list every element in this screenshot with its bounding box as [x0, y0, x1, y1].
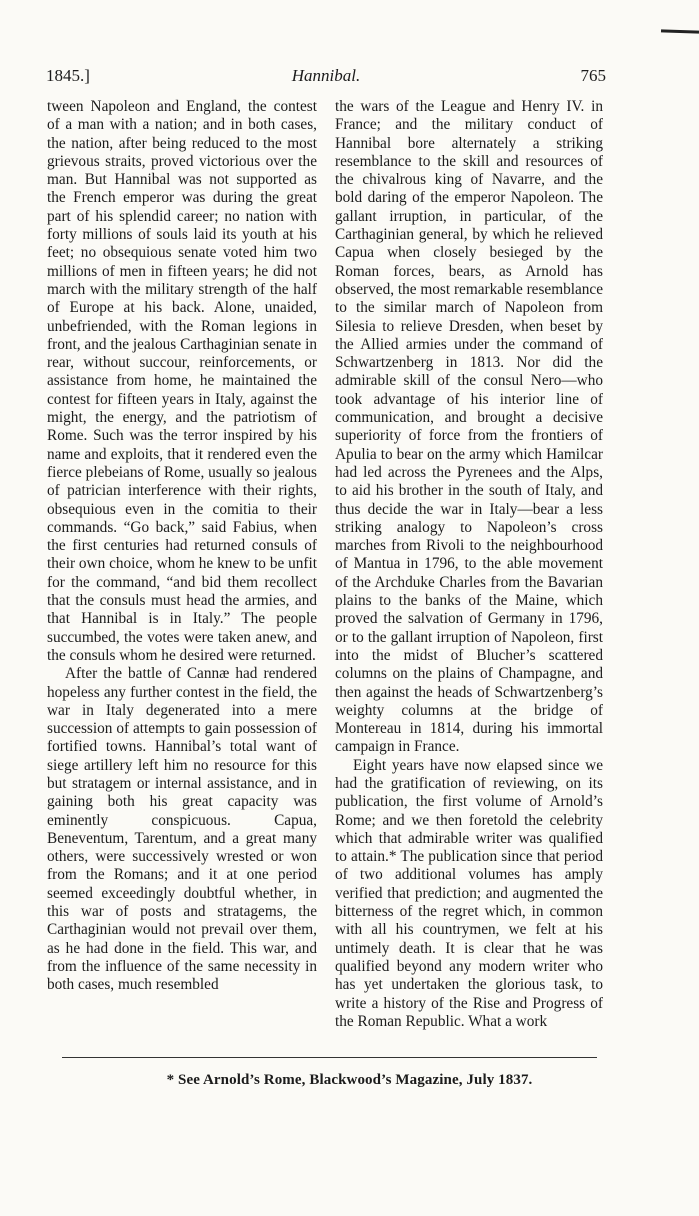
- right-paragraph-1: the wars of the League and Henry IV. in France; and the military conduct of Hannibal bore alternately a striking resemblance to the skill and resources of the chivalrous king of Navarre, and the bold daring of the emperor Napoleon. The gallant irruption, in particular, of the Carthaginian general, by which he relieved Capua when closely besieged by the Roman forces, bears, as Arnold has observed, the most remarkable resemblance to the similar march of Napoleon from Silesia to relieve Dresden, when beset by the Allied armies under the command of Schwartzenberg in 1813. Nor did the admirable skill of the consul Nero—who took advantage of his interior line of communication, and brought a decisive superiority of force from the frontiers of Apulia to bear on the army which Hamilcar had led across the Pyrenees and the Alps, to aid his brother in the south of Italy, and thus decide the war in Italy—bear a less striking analogy to Napoleon’s cross marches from Rivoli to the neighbourhood of Mantua in 1796, to the able movement of the Archduke Charles from the Bavarian plains to the banks of the Maine, which proved the salvation of Germany in 1796, or to the gallant irruption of Napoleon, first into the midst of Blucher’s scattered columns on the plains of Champagne, and then against the heads of Schwartzenberg’s weighty columns at the bridge of Montereau in 1814, during his immortal campaign in France.: [335, 98, 604, 756]
- page-number: 765: [580, 66, 606, 85]
- margin-ink-mark: [661, 29, 699, 33]
- right-column: [335, 98, 603, 1031]
- footnote: * See Arnold’s Rome, Blackwood’s Magazine, July 1837.: [166, 1072, 533, 1088]
- left-column: [47, 98, 317, 995]
- header-year: 1845.]: [46, 66, 90, 85]
- running-header: [46, 66, 606, 90]
- left-paragraph-2: After the battle of Cannæ had rendered hopeless any further contest in the field, the war in Italy degenerated into a mere succession of attempts to gain possession of fortified towns. Hannibal’s total want of siege artillery left him no resource for this but stratagem or internal assistance, and in gaining both his great capacity was eminently conspicuous. Capua, Beneventum, Tarentum, and a great many others, were successively wrested or won from the Romans; and it at one period seemed exceedingly doubtful whether, in this war of posts and stratagems, the Carthaginian would not prevail over them, as he had done in the field. This war, and from the influence of the same necessity in both cases, much resembled: [47, 665, 317, 994]
- header-title: Hannibal.: [291, 66, 361, 85]
- left-paragraph-1: tween Napoleon and England, the contest of a man with a nation; and in both cases, the nation, after being reduced to the most grievous straits, proved victorious over the man. But Hannibal was not supported as the French emperor was during the great part of his splendid career; no nation with forty millions of souls laid its youth at his feet; no obsequious senate voted him two millions of men in fifteen years; he did not march with the military strength of the half of Europe at his back. Alone, unaided, unbefriended, with the Roman legions in front, and the jealous Carthaginian senate in rear, without succour, reinforcements, or assistance from home, he maintained the contest for fifteen years in Italy, against the might, the energy, and the patriotism of Rome. Such was the terror inspired by his name and exploits, that it rendered even the fierce plebeians of Rome, usually so jealous of patrician interference with their rights, obsequious even in the comitia to their commands. “Go back,” said Fabius, when the first centuries had returned consuls of their own choice, whom he knew to be unfit for the command, “and bid them recollect that the consuls must head the armies, and that Hannibal is in Italy.” The people succumbed, the votes were taken anew, and the consuls whom he desired were returned.: [47, 98, 317, 664]
- right-paragraph-2: Eight years have now elapsed since we had the gratification of reviewing, on its publication, the first volume of Arnold’s Rome; and we then foretold the celebrity which that admirable writer was qualified to attain.* The publication since that period of two additional volumes has amply verified that prediction; and augmented the bitterness of the regret which, in common with all his countrymen, we felt at his untimely death. It is clear that he was qualified beyond any modern writer who has yet undertaken the glorious task, to write a history of the Rise and Progress of the Roman Republic. What a work: [335, 756, 603, 1030]
- footnote-divider: [62, 1057, 597, 1058]
